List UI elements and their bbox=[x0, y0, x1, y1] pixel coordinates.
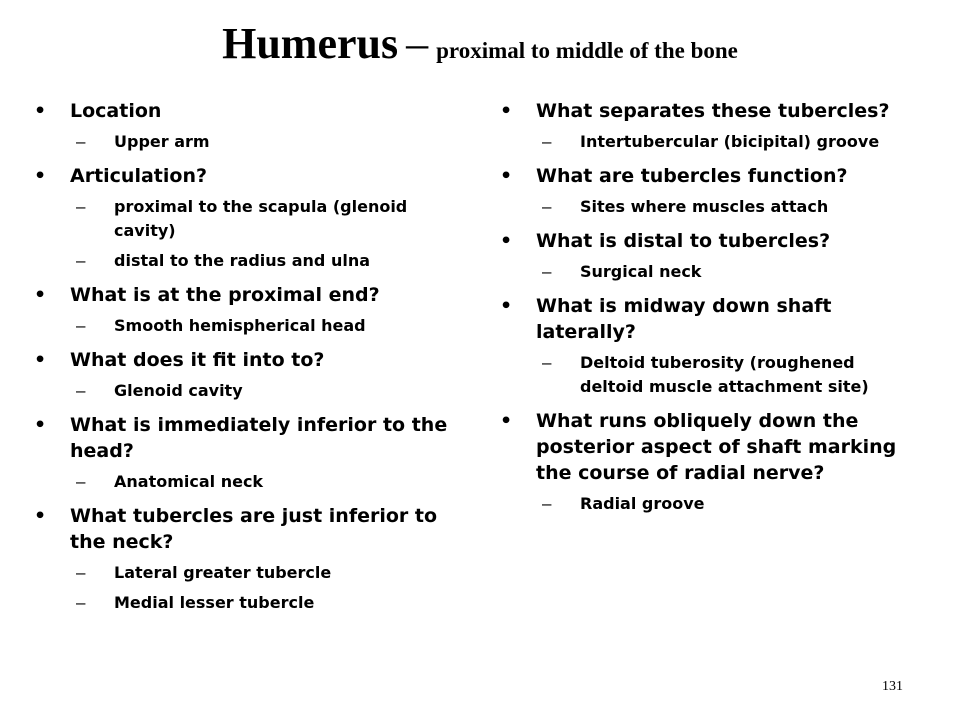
sub-bullet-item bbox=[500, 195, 920, 219]
bullet-question: Location bbox=[70, 100, 162, 122]
sub-bullet-answer: Radial groove bbox=[580, 494, 705, 513]
title-dash: – bbox=[406, 19, 429, 68]
sub-bullet-answer: Sites where muscles attach bbox=[580, 197, 829, 216]
bullet-dot-icon: • bbox=[500, 295, 513, 317]
bullet-dot-icon: • bbox=[34, 165, 47, 187]
sub-bullet-item bbox=[34, 195, 474, 243]
sub-bullet-answer: Deltoid tuberosity (roughened deltoid muscle attachment site) bbox=[580, 353, 869, 396]
sub-bullet-item bbox=[34, 249, 474, 273]
dash-icon: – bbox=[542, 197, 552, 216]
sub-bullet-item bbox=[34, 561, 474, 585]
bullet-item bbox=[500, 163, 920, 189]
bullet-dot-icon: • bbox=[34, 505, 47, 527]
bullet-item bbox=[500, 98, 920, 124]
sub-bullet-item bbox=[500, 492, 920, 516]
dash-icon: – bbox=[76, 132, 86, 151]
bullet-question: What tubercles are just inferior to the neck? bbox=[70, 505, 438, 553]
bullet-question: What are tubercles function? bbox=[536, 165, 848, 187]
bullet-item bbox=[500, 228, 920, 254]
bullet-item bbox=[500, 293, 920, 345]
dash-icon: – bbox=[542, 262, 552, 281]
sub-bullet-item bbox=[34, 470, 474, 494]
bullet-question: What is distal to tubercles? bbox=[536, 230, 831, 252]
sub-bullet-item bbox=[500, 130, 920, 154]
dash-icon: – bbox=[76, 563, 86, 582]
sub-bullet-item bbox=[34, 130, 474, 154]
bullet-question: What does it fit into to? bbox=[70, 349, 325, 371]
dash-icon: – bbox=[76, 593, 86, 612]
sub-bullet-item bbox=[34, 591, 474, 615]
bullet-dot-icon: • bbox=[34, 349, 47, 371]
sub-bullet-item bbox=[500, 351, 920, 399]
bullet-question: Articulation? bbox=[70, 165, 207, 187]
sub-bullet-answer: distal to the radius and ulna bbox=[114, 251, 371, 270]
slide-title bbox=[0, 18, 960, 69]
sub-bullet-answer: Smooth hemispherical head bbox=[114, 316, 366, 335]
bullet-item bbox=[34, 347, 474, 373]
bullet-item bbox=[34, 98, 474, 124]
sub-bullet-answer: Intertubercular (bicipital) groove bbox=[580, 132, 880, 151]
bullet-dot-icon: • bbox=[34, 100, 47, 122]
bullet-item bbox=[500, 408, 920, 486]
bullet-item bbox=[34, 412, 474, 464]
dash-icon: – bbox=[542, 132, 552, 151]
sub-bullet-answer: Glenoid cavity bbox=[114, 381, 243, 400]
sub-bullet-answer: Upper arm bbox=[114, 132, 210, 151]
bullet-question: What separates these tubercles? bbox=[536, 100, 890, 122]
dash-icon: – bbox=[76, 472, 86, 491]
dash-icon: – bbox=[76, 381, 86, 400]
sub-bullet-item bbox=[34, 379, 474, 403]
dash-icon: – bbox=[542, 353, 552, 372]
bullet-dot-icon: • bbox=[34, 414, 47, 436]
sub-bullet-answer: Medial lesser tubercle bbox=[114, 593, 315, 612]
title-main: Humerus bbox=[222, 19, 399, 68]
bullet-item bbox=[34, 163, 474, 189]
bullet-question: What is at the proximal end? bbox=[70, 284, 380, 306]
bullet-dot-icon: • bbox=[34, 284, 47, 306]
bullet-question: What runs obliquely down the posterior aspect of shaft marking the course of radial nerve? bbox=[536, 410, 897, 484]
page-number: 131 bbox=[882, 679, 903, 694]
title-subtitle: proximal to middle of the bone bbox=[436, 38, 738, 63]
right-column bbox=[500, 98, 920, 516]
dash-icon: – bbox=[76, 316, 86, 335]
dash-icon: – bbox=[76, 251, 86, 270]
sub-bullet-answer: Anatomical neck bbox=[114, 472, 264, 491]
bullet-dot-icon: • bbox=[500, 100, 513, 122]
sub-bullet-answer: Surgical neck bbox=[580, 262, 702, 281]
sub-bullet-answer: proximal to the scapula (glenoid cavity) bbox=[114, 197, 408, 240]
bullet-question: What is midway down shaft laterally? bbox=[536, 295, 832, 343]
left-column bbox=[34, 98, 474, 615]
dash-icon: – bbox=[542, 494, 552, 513]
bullet-dot-icon: • bbox=[500, 230, 513, 252]
bullet-dot-icon: • bbox=[500, 410, 513, 432]
bullet-question: What is immediately inferior to the head? bbox=[70, 414, 448, 462]
bullet-item bbox=[34, 503, 474, 555]
sub-bullet-item bbox=[34, 314, 474, 338]
bullet-item bbox=[34, 282, 474, 308]
bullet-dot-icon: • bbox=[500, 165, 513, 187]
sub-bullet-item bbox=[500, 260, 920, 284]
sub-bullet-answer: Lateral greater tubercle bbox=[114, 563, 332, 582]
dash-icon: – bbox=[76, 197, 86, 216]
